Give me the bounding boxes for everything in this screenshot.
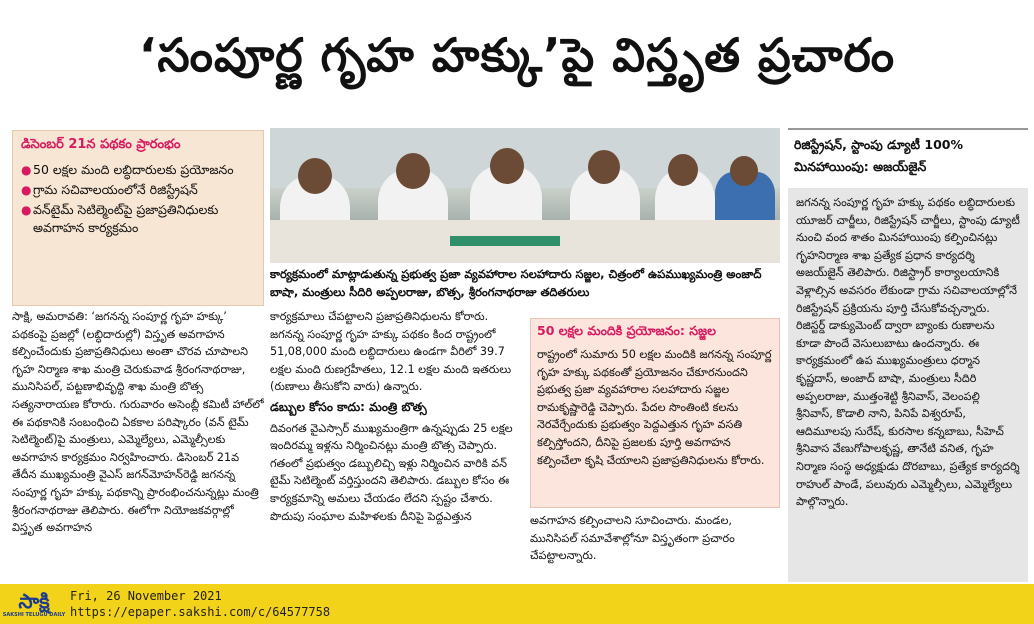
- list-item: [21, 161, 255, 179]
- quote-title: 50 లక్షల మందికి ప్రయోజనం: సజ్జల: [537, 323, 716, 338]
- highlight-text: గ్రామ సచివాలయంలోనే రిజిస్ట్రేషన్: [33, 182, 198, 197]
- article-column-2: [270, 308, 524, 580]
- highlight-text: వన్‌టైమ్ సెటిల్మెంట్‌పై ప్రజాప్రతినిధులకు అవగాహన కార్యక్రమం: [33, 202, 219, 235]
- headline: ‘సంపూర్ణ గృహ హక్కు’పై విస్తృత ప్రచారం: [138, 28, 896, 82]
- footer-bar: [0, 584, 1034, 624]
- quote-box: [530, 318, 780, 508]
- sidebar-body: జగనన్న సంపూర్ణ గృహ హక్కు పథకం లబ్ధిదారులకు యూజర్ చార్జీలు, రిజిస్ట్రేషన్ చార్జీలు, స్టాంపు డ్యూటీ నుంచి వంద శాతం మినహాయింపు కల్పించినట్లు గృహనిర్మాణ శాఖ ప్రత్యేక ప్రధాన కార్యదర్శి అజయ్‌జైన్ తెలిపారు. రిజిస్ట్రార్ కార్యాలయానికి వెళ్లాల్సిన అవసరం లేకుండా గ్రామ సచివాలయాల్లోనే రిజిస్ట్రేషన్ ప్రక్రియను పూర్తి చేసుకోవచ్చన్నారు. రిజిస్టర్డ్ డాక్యుమెంట్ ద్వారా బ్యాంకు రుణాలను కూడా పొందే వెసులుబాటు ఉందన్నారు. ఈ కార్యక్రమంలో ఉప ముఖ్యమంత్రులు ధర్మాన కృష్ణదాస్, అంజాద్ బాషా, మంత్రులు సీదిరి అప్పలరాజు, ముత్తంశెట్టి శ్రీనివాస్, వెలంపల్లి శ్రీనివాస్, కొడాలి నాని, పినిపే విశ్వరూప్, ఆదిమూలపు సురేష్, కురసాల కన్నబాబు, సీహెచ్ శ్రీనివాస వేణుగోపాలకృష్ణ, తానేటి వనిత, గృహ నిర్మాణ సంస్థ అధ్యక్షుడు దొరబాబు, ప్రత్యేక కార్యదర్శి రాహుల్ పాండే, పలువురు ఎమ్మెల్సీలు, ఎమ్మెల్యేలు పాల్గొన్నారు.: [788, 188, 1028, 582]
- logo-subtitle: SAKSHI TELUGU DAILY: [2, 612, 66, 618]
- edition-date: Fri, 26 November 2021: [70, 589, 222, 603]
- list-item: [21, 201, 255, 237]
- epaper-url[interactable]: https://epaper.sakshi.com/c/64577758: [70, 605, 331, 619]
- list-item: [21, 181, 255, 199]
- highlights-title: డిసెంబర్ 21న పథకం ప్రారంభం: [21, 137, 181, 152]
- photo-caption: కార్యక్రమంలో మాట్లాడుతున్న ప్రభుత్వ ప్రజా వ్యవహారాల సలహాదారు సజ్జల, చిత్రంలో ఉపముఖ్యమంత్రి అంజాద్ బాషా, మంత్రులు సీదిరి అప్పలరాజు, బొత్స, శ్రీరంగనాథరాజు తదితరులు: [270, 267, 762, 299]
- bullet-icon: ●: [21, 203, 32, 217]
- article-subhead: డబ్బుల కోసం కాదు: మంత్రి బొత్స: [270, 399, 427, 414]
- sakshi-logo: [4, 586, 64, 622]
- highlights-box: [12, 130, 264, 306]
- sidebar-title: రిజిస్ట్రేషన్, స్టాంపు డ్యూటీ 100% మినహాయింపు: అజయ్‌జైన్: [788, 128, 1028, 184]
- bullet-icon: ●: [21, 163, 32, 177]
- bullet-icon: ●: [21, 183, 32, 197]
- footer-meta: [70, 588, 330, 620]
- logo-mark: సాక్షి: [18, 589, 50, 613]
- article-text: అవగాహన కల్పించాలని సూచించారు. మండల, మునిసిపల్ సమావేశాల్లోనూ విస్తృతంగా ప్రచారం చేపట్టాలన్నారు.: [530, 514, 735, 563]
- highlights-list: [21, 161, 255, 237]
- article-text: దివంగత వైఎస్సార్ ముఖ్యమంత్రిగా ఉన్నప్పుడు 25 లక్షల ఇందిరమ్మ ఇళ్లను నిర్మించినట్లు మంత్రి బొత్స చెప్పారు. గతంలో ప్రభుత్వం డబ్బులిచ్చి ఇళ్లు నిర్మించిన వారికి వన్ టైమ్ సెటిల్మెంట్ వర్తిస్తుందని తెలిపారు. డబ్బుల కోసం ఈ కార్యక్రమాన్ని అమలు చేయడం లేదని స్పష్టం చేశారు. పొదుపు సంఘాల మహిళలకు దీనిపై పెద్దఎత్తున: [270, 421, 513, 523]
- highlight-text: 50 లక్షల మంది లబ్ధిదారులకు ప్రయోజనం: [33, 162, 234, 177]
- article-text: కార్యక్రమాలు చేపట్టాలని ప్రజాప్రతినిధులను కోరారు. జగనన్న సంపూర్ణ గృహ హక్కు పథకం కింద రాష్ట్రంలో 51,08,000 మంది లబ్ధిదారులు ఉండగా వీరిలో 39.7 లక్షల మంది రుణగ్రహీతలు, 12.1 లక్షల మంది ఇతరులు (రుణాలు తీసుకోని వారు) ఉన్నారు.: [270, 310, 512, 394]
- meeting-photo: [270, 128, 780, 263]
- article-column-1: [12, 308, 264, 580]
- quote-text: రాష్ట్రంలో సుమారు 50 లక్షల మందికి జగనన్న సంపూర్ణ గృహ హక్కు పథకంతో ప్రయోజనం చేకూరనుందని ప్రభుత్వ ప్రజా వ్యవహారాల సలహాదారు సజ్జల రామకృష్ణారెడ్డి చెప్పారు. పేదల సొంతింటి కలను నెరవేర్చేందుకు ప్రభుత్వం పెద్దఎత్తున గృహ వసతి కల్పిస్తోందని, దీనిపై ప్రజలకు పూర్తి అవగాహన కల్పించేలా కృషి చేయాలని ప్రజాప్రతినిధులను కోరారు.: [537, 348, 772, 467]
- article-text: సాక్షి, అమరావతి: ‘జగనన్న సంపూర్ణ గృహ హక్కు’ పథకంపై ప్రజల్లో (లబ్ధిదారుల్లో) విస్తృత అవగాహన కల్పించేందుకు ప్రజాప్రతినిధులు అంతా చొరవ చూపాలని గృహ నిర్మాణ శాఖ మంత్రి చెరుకువాడ శ్రీరంగనాథరాజు, మునిసిపల్, పట్టణాభివృద్ధి శాఖ మంత్రి బొత్స సత్యనారాయణ కోరారు. గురువారం అసెంబ్లీ కమిటీ హాల్‌లో ఈ పథకానికి సంబంధించి ఏకకాల పరిష్కారం (వన్ టైమ్ సెటిల్మెంట్)పై మంత్రులు, ఎమ్మెల్యేలు, ఎమ్మెల్సీలకు అవగాహన కార్యక్రమం నిర్వహించారు. డిసెంబర్ 21వ తేదీన ముఖ్యమంత్రి వైఎస్ జగన్‌మోహన్‌రెడ్డి జగనన్న సంపూర్ణ గృహ హక్కు పథకాన్ని ప్రారంభించనున్నట్లు మంత్రి శ్రీరంగనాథరాజు తెలిపారు. ఈలోగా నియోజకవర్గాల్లో విస్తృత అవగాహన: [12, 310, 264, 535]
- article-column-3: [530, 512, 780, 580]
